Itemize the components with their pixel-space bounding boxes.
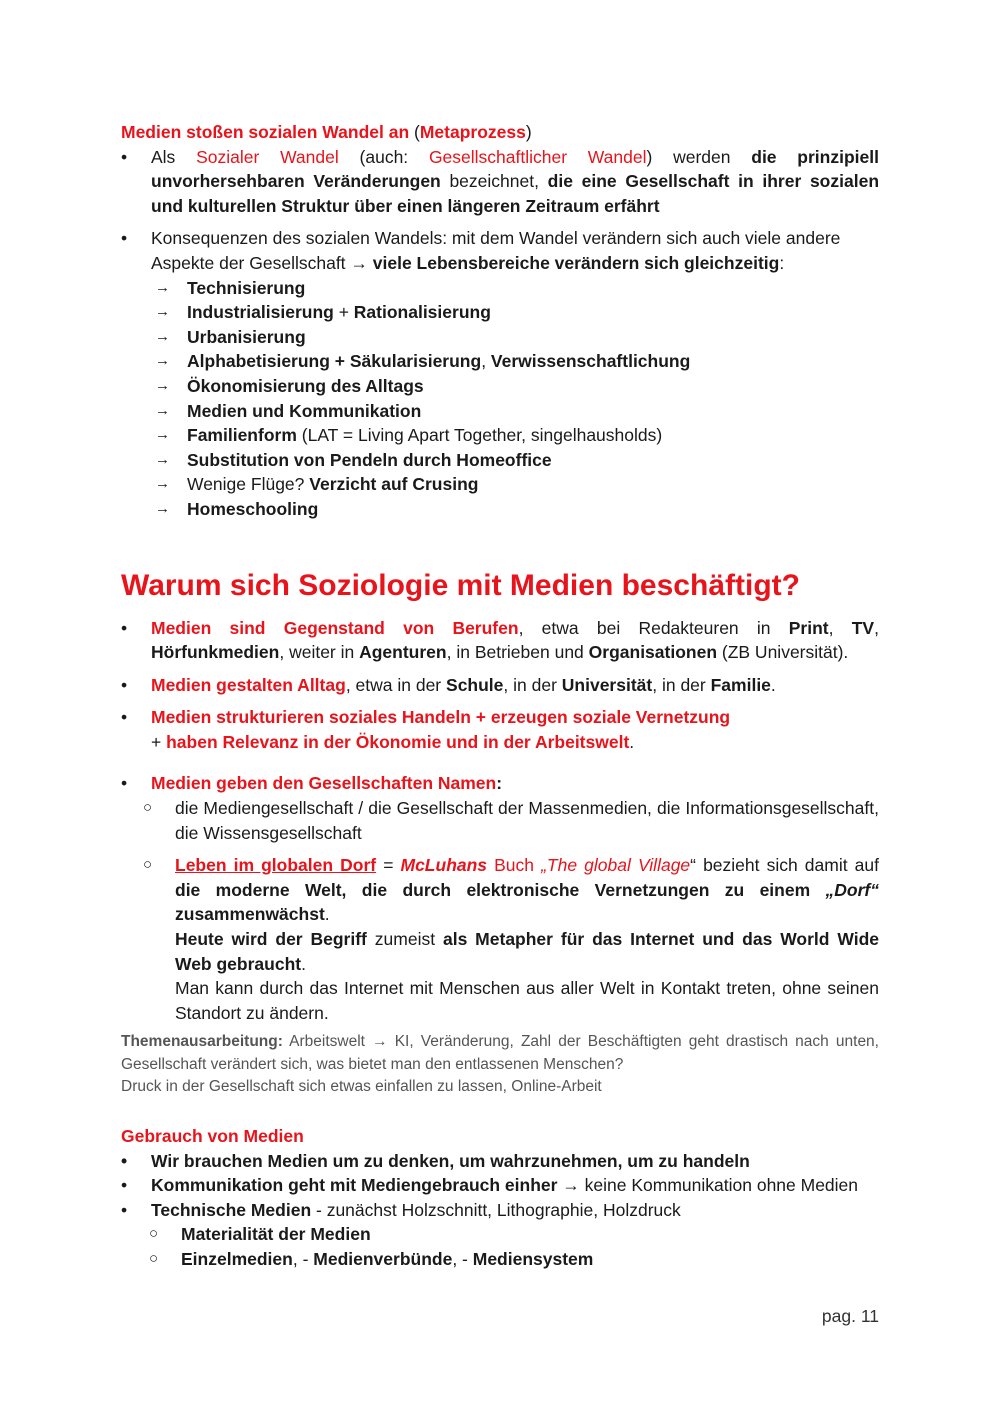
bullet-technische-medien [121, 1198, 879, 1223]
heading-paren: ( [409, 122, 420, 142]
text: + [151, 731, 167, 752]
section-heading-gebrauch: Gebrauch von Medien [121, 1125, 304, 1146]
text: (auch: [338, 146, 429, 167]
text: . [301, 953, 306, 974]
section-heading-sozialer-wandel [121, 120, 879, 145]
item-text: + [333, 302, 354, 323]
item-text: , [481, 351, 491, 372]
bold-text: TV [851, 617, 875, 638]
arrow-icon: → [562, 1175, 580, 1196]
red-text: Buch [487, 855, 542, 876]
red-bold-text: Medien strukturieren soziales Handeln + erzeugen soziale Vernetzung [151, 707, 731, 728]
red-bold-text: Medien sind Gegenstand von Berufen [151, 617, 519, 638]
text: . [324, 904, 330, 925]
text: . [629, 731, 635, 752]
red-bold-text: Medien gestalten Alltag [151, 674, 346, 695]
bold-text: Mediensystem [472, 1248, 594, 1269]
bold-text: Medienverbünde [313, 1248, 453, 1269]
bullet-wir-brauchen: • Wir brauchen Medien um zu denken, um wahrzunehmen, um zu handeln [121, 1149, 879, 1174]
bold-italic-text: „Dorf“ [825, 879, 879, 900]
text: , in der [503, 674, 562, 695]
text: Arbeitswelt [282, 1033, 373, 1051]
text: ) werden [646, 146, 752, 167]
red-italic-text: „The global Village [541, 855, 691, 876]
bold-text: Familie [710, 674, 771, 695]
text: die Mediengesellschaft / die Gesellschaft der Massenmedien, die Informationsgesellschaft, die Wissensgesellschaft [175, 798, 879, 843]
list-item [121, 349, 879, 374]
bold-text: Organisationen [588, 642, 718, 663]
list-item [121, 300, 879, 325]
text: Man kann durch das Internet mit Menschen aus aller Welt in Kontakt treten, ohne seinen Standort zu ändern. [175, 978, 879, 1023]
item-bold: Medien und Kommunikation [187, 400, 422, 421]
bullet-konsequenzen [121, 226, 879, 275]
text: KI, Veränderung, Zahl der Beschäftigten geht drastisch nach unten, Gesellschaft verändert sich, was bietet man den entlassenen Menschen? [121, 1033, 879, 1073]
text: bezeichnet, [440, 171, 548, 192]
text: Als [151, 146, 197, 167]
item-bold: Homeschooling [187, 498, 319, 519]
item-bold: Industrialisierung [187, 302, 334, 323]
item-bold: Verwissenschaftlichung [490, 351, 691, 372]
term-gesellschaftlicher-wandel: Gesellschaftlicher Wandel [428, 146, 647, 167]
text: “ bezieht sich damit auf [690, 855, 879, 876]
text: , - [452, 1248, 473, 1269]
circle-item-globales-dorf [121, 853, 879, 1025]
section-title-soziologie: Warum sich Soziologie mit Medien beschäftigt? [121, 568, 800, 602]
item-text: Wenige Flüge? [187, 474, 310, 495]
item-bold: Substitution von Pendeln durch Homeoffice [187, 449, 552, 470]
list-item [121, 448, 879, 473]
text: , weiter in [279, 642, 360, 663]
text: Konsequenzen des sozialen Wandels: mit dem Wandel verändern sich auch viele andere Aspekte der Gesellschaft [151, 228, 841, 273]
bold-text: Heute wird der Begriff [175, 929, 367, 950]
red-underlined-text: Leben im globalen Dorf [175, 855, 377, 876]
bullet-berufe [121, 616, 879, 665]
item-text: (LAT = Living Apart Together, singelhausholds) [296, 425, 663, 446]
bullet-handeln [121, 705, 879, 754]
bold-text: Technische Medien [151, 1199, 312, 1220]
document-page [121, 120, 879, 1271]
arrow-icon: → [350, 252, 368, 273]
term-sozialer-wandel: Sozialer Wandel [196, 146, 339, 167]
list-item [121, 472, 879, 497]
bold-text: die eine Gesellschaft in ihrer sozialen und kulturellen Struktur über einen längeren Zeitraum erfährt [151, 171, 880, 216]
circle-item-gesellschaften [121, 796, 879, 845]
text: . [770, 674, 776, 695]
item-bold: Rationalisierung [353, 302, 491, 323]
bold-text: Einzelmedien [181, 1248, 293, 1269]
list-item [121, 497, 879, 522]
item-bold: Technisierung [187, 277, 306, 298]
list-item [121, 399, 879, 424]
bold-text: Schule [446, 674, 504, 695]
list-item [121, 374, 879, 399]
page-number: pag. 11 [821, 1306, 879, 1326]
themenausarbeitung-note [121, 1031, 879, 1099]
bold-text: Print [788, 617, 829, 638]
list-item [121, 423, 879, 448]
bold-text: die prinzipiell unvorhersehbaren Veränderungen [151, 146, 879, 192]
red-bold-italic-text: McLuhans [400, 855, 488, 876]
text: keine Kommunikation ohne Medien [579, 1175, 859, 1196]
text: , [828, 617, 852, 638]
arrow-list [121, 276, 879, 522]
text: : [779, 252, 785, 273]
bold-text: als Metapher für das Internet und das World Wide Web gebraucht [175, 929, 879, 974]
text: , in der [652, 674, 711, 695]
bullet-alltag [121, 673, 879, 698]
heading-red: Medien stoßen sozialen Wandel an [121, 122, 410, 142]
text: (ZB Universität). [717, 642, 849, 663]
bold-text: Universität [561, 674, 653, 695]
heading-paren-close: ) [525, 122, 532, 142]
text: zumeist [366, 929, 443, 950]
text: , in Betrieben und [446, 642, 589, 663]
circle-item-einzelmedien [121, 1247, 879, 1272]
bold-text: die moderne Welt, die durch elektronische Vernetzungen zu einem [175, 879, 826, 900]
bullet-sozialer-wandel-definition [121, 145, 879, 219]
heading-meta: Metaprozess [419, 122, 526, 142]
item-bold: Verzicht auf Crusing [309, 474, 479, 495]
item-bold: Alphabetisierung + Säkularisierung [187, 351, 482, 372]
text: , etwa bei Redakteuren in [518, 617, 789, 638]
text: : [496, 773, 503, 794]
bold-text: zusammenwächst [175, 904, 325, 925]
note-label: Themenausarbeitung: [121, 1033, 283, 1051]
circle-item-materialitaet: ○ Materialität der Medien [121, 1222, 879, 1247]
text: - zunächst Holzschnitt, Lithographie, Holzdruck [311, 1199, 681, 1220]
item-bold: Urbanisierung [187, 326, 306, 347]
item-bold: Familienform [187, 425, 297, 446]
bold-text: Agenturen [359, 642, 447, 663]
text: Druck in der Gesellschaft sich etwas einfallen zu lassen, Online-Arbeit [121, 1078, 602, 1096]
red-bold-text: Medien geben den Gesellschaften Namen [151, 773, 497, 794]
list-item [121, 276, 879, 301]
bullet-namen [121, 771, 879, 796]
bold-text: Kommunikation geht mit Mediengebrauch einher [151, 1175, 563, 1196]
list-item [121, 325, 879, 350]
arrow-icon: → [372, 1033, 388, 1051]
bold-text: Hörfunkmedien [151, 642, 280, 663]
text: , - [292, 1248, 314, 1269]
bold-text: viele Lebensbereiche verändern sich gleichzeitig [367, 252, 780, 273]
text: = [376, 855, 401, 876]
red-bold-text: haben Relevanz in der Ökonomie und in der Arbeitswelt [166, 731, 630, 752]
bullet-kommunikation [121, 1173, 879, 1198]
item-bold: Ökonomisierung des Alltags [187, 375, 424, 396]
text: , etwa in der [345, 674, 447, 695]
text: , [874, 617, 879, 638]
